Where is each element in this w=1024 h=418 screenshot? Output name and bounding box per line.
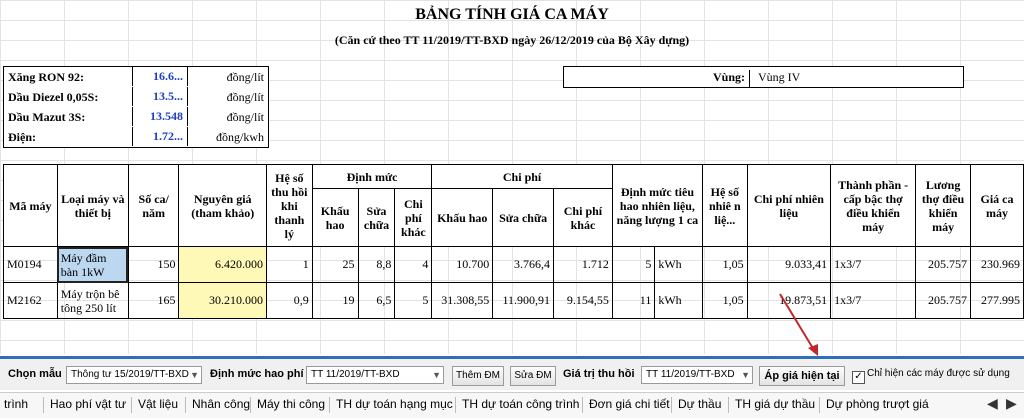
header-he-so-nhien-lieu: Hệ số nhiê n liệ... — [702, 165, 747, 247]
price-value[interactable]: 1.72... — [132, 127, 188, 146]
region-box — [563, 66, 964, 88]
tab-trinh[interactable]: trình — [4, 397, 29, 411]
price-row-diezel — [4, 87, 268, 107]
tab-nhan-cong[interactable]: Nhân công — [192, 397, 251, 411]
price-unit: đồng/lít — [226, 110, 264, 124]
fuel-price-panel — [3, 66, 269, 148]
cell-khau-hao[interactable]: 25 — [312, 247, 358, 283]
cell-he-so[interactable]: 0,9 — [266, 283, 312, 319]
header-so-ca: Số ca/ năm — [128, 165, 179, 247]
dinh-muc-label: Định mức hao phí — [210, 368, 304, 380]
chevron-down-icon: ▼ — [432, 370, 441, 380]
price-row-mazut — [4, 107, 268, 127]
sheet-title: BẢNG TÍNH GIÁ CA MÁY — [415, 6, 609, 23]
header-thanh-phan-tho: Thành phần - cấp bậc thợ điều khiển máy — [831, 165, 916, 247]
tab-separator — [43, 397, 44, 413]
cell-he-so-nl[interactable]: 1,05 — [702, 283, 747, 319]
show-used-checkbox[interactable]: ✓ — [852, 371, 865, 384]
checkbox-label: Chỉ hiện các máy được sử dụng — [867, 368, 1010, 379]
table-row[interactable] — [4, 283, 1024, 319]
cell-khau-hao-cost[interactable]: 31.308,55 — [432, 283, 493, 319]
cell-chi-phi-khac-cost[interactable]: 9.154,55 — [554, 283, 613, 319]
cell-so-ca[interactable]: 165 — [128, 283, 179, 319]
dinh-muc-value: TT 11/2019/TT-BXD — [311, 369, 400, 380]
cell-luong[interactable]: 205.757 — [916, 247, 971, 283]
cell-dinh-muc-nl[interactable]: 5 — [612, 247, 655, 283]
header-chi-phi: Chi phí — [432, 165, 613, 189]
tab-scroll-left-icon[interactable]: ◀ — [987, 395, 998, 411]
price-label: Điện: — [8, 130, 36, 144]
annotation-arrow — [770, 290, 830, 360]
tab-th-du-toan-hang-muc[interactable]: TH dự toán hạng mục — [336, 397, 453, 411]
bottom-toolbar — [0, 356, 1024, 390]
machine-price-table — [3, 164, 1024, 319]
header-gia-ca-may: Giá ca máy — [970, 165, 1023, 247]
header-he-so-thu-hoi: Hệ số thu hồi khi thanh lý — [266, 165, 312, 247]
cell-dinh-muc-nl[interactable]: 11 — [612, 283, 655, 319]
header-dinh-muc: Định mức — [312, 165, 432, 189]
cell-nguyen-gia[interactable]: 30.210.000 — [179, 283, 266, 319]
sua-dm-button[interactable]: Sửa ĐM — [510, 366, 556, 386]
tab-may-thi-cong[interactable]: Máy thi công — [257, 397, 326, 411]
header-chi-phi-nhien-lieu: Chi phí nhiên liệu — [747, 165, 830, 247]
cell-he-so-nl[interactable]: 1,05 — [702, 247, 747, 283]
header-khau-hao: Khấu hao — [312, 189, 358, 247]
cell-luong[interactable]: 205.757 — [916, 283, 971, 319]
header-chi-phi-khac: Chi phí khác — [395, 189, 432, 247]
cell-gia-ca[interactable]: 277.995 — [970, 283, 1023, 319]
tab-separator — [582, 397, 583, 413]
tab-separator — [329, 397, 330, 413]
chon-mau-label: Chọn mẫu — [8, 368, 62, 380]
header-dinh-muc-nhien-lieu: Định mức tiêu hao nhiên liệu, năng lượng 1 ca — [612, 165, 702, 247]
cell-sua-chua[interactable]: 6,5 — [358, 283, 395, 319]
cell-khau-hao[interactable]: 19 — [312, 283, 358, 319]
tab-th-du-toan-cong-trinh[interactable]: TH dự toán công trình — [462, 397, 580, 411]
cell-sua-chua-cost[interactable]: 11.900,91 — [493, 283, 554, 319]
sheet-subtitle: (Căn cứ theo TT 11/2019/TT-BXD ngày 26/12/2019 của Bộ Xây dựng) — [334, 33, 690, 47]
header-ma-may: Mã máy — [4, 165, 58, 247]
chevron-down-icon: ▼ — [741, 370, 750, 380]
cell-don-vi[interactable]: kWh — [655, 247, 703, 283]
gia-tri-value: TT 11/2019/TT-BXD — [646, 369, 735, 380]
header-sua-chua-cost: Sửa chữa — [493, 189, 554, 247]
cell-sua-chua-cost[interactable]: 3.766,4 — [493, 247, 554, 283]
cell-ma[interactable]: M0194 — [4, 247, 58, 283]
tab-separator — [250, 397, 251, 413]
tab-scroll-right-icon[interactable]: ▶ — [1006, 395, 1017, 411]
tab-separator — [455, 397, 456, 413]
tab-separator — [185, 397, 186, 413]
tab-don-gia-chi-tiet[interactable]: Đơn giá chi tiết — [589, 397, 670, 411]
price-unit: đồng/lít — [226, 70, 264, 84]
region-value[interactable]: Vùng IV — [758, 70, 801, 84]
header-khau-hao-cost: Khấu hao — [432, 189, 493, 247]
cell-loai[interactable]: Máy đầm bàn 1kW — [57, 247, 128, 283]
price-value[interactable]: 16.6... — [132, 67, 188, 86]
cell-chi-phi-khac[interactable]: 4 — [395, 247, 432, 283]
cell-chi-phi-khac-cost[interactable]: 1.712 — [554, 247, 613, 283]
cell-chi-phi-nl[interactable]: 19.873,51 — [747, 283, 830, 319]
price-row-dien — [4, 127, 268, 147]
price-label: Xăng RON 92: — [8, 70, 85, 84]
tab-du-phong-truot-gia[interactable]: Dự phòng trượt giá — [826, 397, 929, 411]
tab-separator — [131, 397, 132, 413]
gia-tri-thu-hoi-select[interactable] — [641, 366, 753, 384]
tab-separator — [819, 397, 820, 413]
ap-gia-hien-tai-button[interactable]: Áp giá hiện tại — [759, 366, 845, 386]
cell-chi-phi-nl[interactable]: 9.033,41 — [747, 247, 830, 283]
tab-hao-phi-vat-tu[interactable]: Hao phí vật tư — [50, 397, 127, 411]
price-unit: đồng/lít — [226, 90, 264, 104]
sheet-tab-bar — [0, 392, 1024, 418]
cell-gia-ca[interactable]: 230.969 — [970, 247, 1023, 283]
dinh-muc-select[interactable] — [306, 366, 444, 384]
price-label: Dầu Mazut 3S: — [8, 110, 86, 124]
chon-mau-value: Thông tư 15/2019/TT-BXD — [71, 369, 189, 380]
cell-nguyen-gia[interactable]: 6.420.000 — [179, 247, 266, 283]
price-value[interactable]: 13.5... — [132, 87, 188, 106]
cell-ma[interactable]: M2162 — [4, 283, 58, 319]
price-unit: đồng/kwh — [216, 130, 264, 144]
them-dm-button[interactable]: Thêm ĐM — [452, 366, 504, 386]
cell-loai[interactable]: Máy trộn bê tông 250 lít — [57, 283, 128, 319]
cell-chi-phi-khac[interactable]: 5 — [395, 283, 432, 319]
gia-tri-thu-hoi-label: Giá trị thu hồi — [563, 368, 635, 380]
cell-he-so[interactable]: 1 — [266, 247, 312, 283]
cell-thanh-phan[interactable]: 1x3/7 — [831, 247, 916, 283]
price-row-ron92 — [4, 67, 268, 87]
header-nguyen-gia: Nguyên giá (tham khảo) — [179, 165, 266, 247]
region-label: Vùng: — [564, 70, 750, 87]
tab-separator — [728, 397, 729, 413]
tab-vat-lieu[interactable]: Vật liệu — [138, 397, 179, 411]
tab-th-gia-du-thau[interactable]: TH giá dự thầu — [735, 397, 816, 411]
cell-sua-chua[interactable]: 8,8 — [358, 247, 395, 283]
price-label: Dầu Diezel 0,05S: — [8, 90, 99, 104]
tab-du-thau[interactable]: Dự thầu — [678, 397, 722, 411]
table-row[interactable] — [4, 247, 1024, 283]
chon-mau-select[interactable] — [66, 366, 202, 384]
header-loai-may: Loại máy và thiết bị — [57, 165, 128, 247]
header-sua-chua: Sửa chữa — [358, 189, 395, 247]
header-luong-tho: Lương thợ điều khiển máy — [916, 165, 971, 247]
chevron-down-icon: ▼ — [190, 370, 199, 380]
tab-separator — [671, 397, 672, 413]
cell-khau-hao-cost[interactable]: 10.700 — [432, 247, 493, 283]
cell-so-ca[interactable]: 150 — [128, 247, 179, 283]
price-value[interactable]: 13.548 — [132, 107, 188, 126]
header-chi-phi-khac-cost: Chi phí khác — [554, 189, 613, 247]
cell-thanh-phan[interactable]: 1x3/7 — [831, 283, 916, 319]
cell-don-vi[interactable]: kWh — [655, 283, 703, 319]
